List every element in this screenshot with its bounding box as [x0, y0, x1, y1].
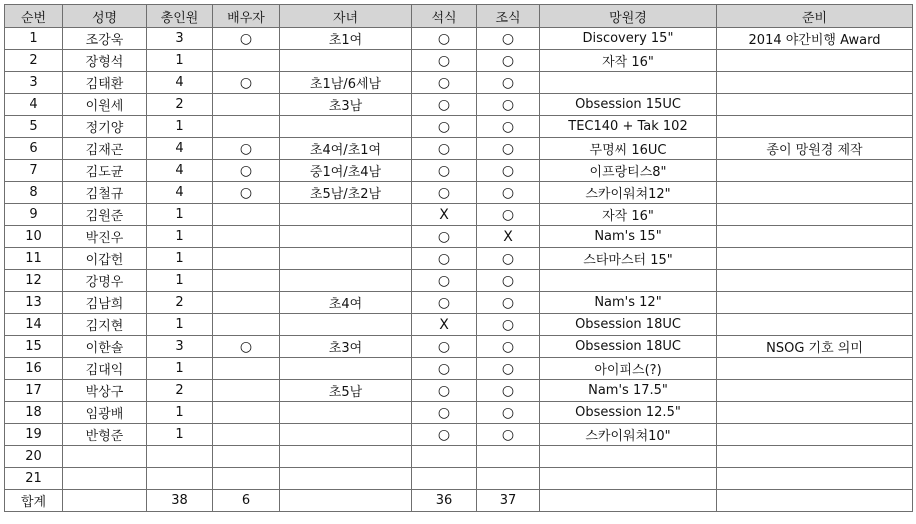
- col-children-cell: 초3남: [280, 94, 412, 116]
- col-dinner-cell: X: [412, 204, 477, 226]
- col-total-cell: 4: [147, 182, 213, 204]
- table-row: [5, 160, 913, 182]
- col-number-cell: 14: [5, 314, 63, 336]
- col-number-cell: 6: [5, 138, 63, 160]
- col-prep-cell: [717, 270, 913, 292]
- col-spouse-cell: [213, 270, 280, 292]
- col-name-cell: 이한솔: [63, 336, 147, 358]
- col-name-cell: 김철규: [63, 182, 147, 204]
- col-children-cell: 초4여: [280, 292, 412, 314]
- col-spouse-cell: ○: [213, 28, 280, 50]
- col-spouse-cell: [213, 468, 280, 490]
- col-name-cell: 김지현: [63, 314, 147, 336]
- table-body: [5, 28, 913, 512]
- table-row: [5, 72, 913, 94]
- col-total-cell: 1: [147, 358, 213, 380]
- col-children-cell: 초5남/초2남: [280, 182, 412, 204]
- col-name-cell: 정기양: [63, 116, 147, 138]
- col-telescope-cell: [540, 490, 717, 512]
- col-children-cell: 초1남/6세남: [280, 72, 412, 94]
- table-row: [5, 28, 913, 50]
- col-total-cell: 1: [147, 424, 213, 446]
- col-total-cell: 1: [147, 402, 213, 424]
- col-name-cell: 김대익: [63, 358, 147, 380]
- col-name-cell: 이원세: [63, 94, 147, 116]
- col-total-cell: [147, 468, 213, 490]
- col-prep-cell: [717, 292, 913, 314]
- col-prep-cell: 2014 야간비행 Award: [717, 28, 913, 50]
- col-children-cell: [280, 358, 412, 380]
- col-breakfast-cell: 37: [477, 490, 540, 512]
- col-spouse-cell: [213, 402, 280, 424]
- col-children-cell: 초5남: [280, 380, 412, 402]
- col-children-cell: [280, 446, 412, 468]
- col-children-cell: 초3여: [280, 336, 412, 358]
- col-number-cell: 7: [5, 160, 63, 182]
- col-breakfast-cell: X: [477, 226, 540, 248]
- col-breakfast-cell: ○: [477, 94, 540, 116]
- col-children-cell: [280, 204, 412, 226]
- col-total-cell: 3: [147, 336, 213, 358]
- col-prep-cell: [717, 314, 913, 336]
- col-dinner-cell: [412, 446, 477, 468]
- col-dinner-cell: ○: [412, 138, 477, 160]
- table-row: [5, 270, 913, 292]
- table-row: [5, 424, 913, 446]
- col-breakfast-cell: ○: [477, 138, 540, 160]
- col-name-cell: 김태환: [63, 72, 147, 94]
- col-children-cell: [280, 270, 412, 292]
- col-children-cell: [280, 424, 412, 446]
- col-prep-cell: [717, 446, 913, 468]
- col-total-cell: 3: [147, 28, 213, 50]
- col-total-cell: 4: [147, 72, 213, 94]
- col-name-cell: 장형석: [63, 50, 147, 72]
- col-number-cell: 11: [5, 248, 63, 270]
- col-spouse-header: 배우자: [213, 5, 280, 28]
- col-prep-header: 준비: [717, 5, 913, 28]
- col-name-cell: [63, 446, 147, 468]
- col-children-cell: [280, 468, 412, 490]
- col-telescope-cell: [540, 72, 717, 94]
- col-number-cell: 19: [5, 424, 63, 446]
- table-row: [5, 358, 913, 380]
- table-row: [5, 248, 913, 270]
- col-telescope-cell: Nam's 12": [540, 292, 717, 314]
- table-row: [5, 402, 913, 424]
- col-prep-cell: [717, 248, 913, 270]
- col-spouse-cell: ○: [213, 336, 280, 358]
- col-spouse-cell: [213, 358, 280, 380]
- table-row: [5, 138, 913, 160]
- table-row: [5, 50, 913, 72]
- col-name-cell: 강명우: [63, 270, 147, 292]
- col-telescope-cell: 스카이워쳐12": [540, 182, 717, 204]
- col-spouse-cell: [213, 446, 280, 468]
- col-number-cell: 3: [5, 72, 63, 94]
- col-prep-cell: [717, 380, 913, 402]
- col-children-cell: [280, 490, 412, 512]
- col-children-cell: 중1여/초4남: [280, 160, 412, 182]
- col-spouse-cell: [213, 116, 280, 138]
- col-dinner-cell: ○: [412, 182, 477, 204]
- col-spouse-cell: [213, 292, 280, 314]
- col-spouse-cell: 6: [213, 490, 280, 512]
- col-number-cell: 13: [5, 292, 63, 314]
- col-dinner-cell: ○: [412, 72, 477, 94]
- col-breakfast-cell: ○: [477, 292, 540, 314]
- col-telescope-header: 망원경: [540, 5, 717, 28]
- col-prep-cell: [717, 116, 913, 138]
- col-telescope-cell: 무명씨 16UC: [540, 138, 717, 160]
- col-telescope-cell: Obsession 18UC: [540, 336, 717, 358]
- col-total-cell: 1: [147, 248, 213, 270]
- col-spouse-cell: ○: [213, 138, 280, 160]
- col-breakfast-cell: [477, 446, 540, 468]
- col-spouse-cell: [213, 380, 280, 402]
- col-dinner-header: 석식: [412, 5, 477, 28]
- col-total-cell: 1: [147, 226, 213, 248]
- col-breakfast-cell: ○: [477, 314, 540, 336]
- col-total-cell: 4: [147, 138, 213, 160]
- col-number-cell: 18: [5, 402, 63, 424]
- col-prep-cell: 종이 망원경 제작: [717, 138, 913, 160]
- col-prep-cell: [717, 50, 913, 72]
- col-name-cell: 김원준: [63, 204, 147, 226]
- col-total-cell: 2: [147, 94, 213, 116]
- col-children-cell: [280, 314, 412, 336]
- col-name-cell: 김재곤: [63, 138, 147, 160]
- col-dinner-cell: ○: [412, 424, 477, 446]
- col-dinner-cell: ○: [412, 160, 477, 182]
- col-total-cell: 1: [147, 204, 213, 226]
- col-spouse-cell: ○: [213, 160, 280, 182]
- col-total-header: 총인원: [147, 5, 213, 28]
- col-spouse-cell: ○: [213, 72, 280, 94]
- col-children-header: 자녀: [280, 5, 412, 28]
- col-breakfast-cell: ○: [477, 380, 540, 402]
- col-dinner-cell: ○: [412, 28, 477, 50]
- col-spouse-cell: [213, 424, 280, 446]
- col-name-cell: 이갑헌: [63, 248, 147, 270]
- col-telescope-cell: TEC140 + Tak 102: [540, 116, 717, 138]
- col-dinner-cell: ○: [412, 336, 477, 358]
- col-total-cell: 2: [147, 292, 213, 314]
- col-number-cell: 15: [5, 336, 63, 358]
- col-breakfast-cell: ○: [477, 248, 540, 270]
- table-row: [5, 182, 913, 204]
- col-telescope-cell: 자작 16": [540, 50, 717, 72]
- col-children-cell: 초1여: [280, 28, 412, 50]
- col-number-cell: 12: [5, 270, 63, 292]
- col-dinner-cell: ○: [412, 50, 477, 72]
- col-dinner-cell: ○: [412, 116, 477, 138]
- col-telescope-cell: Nam's 15": [540, 226, 717, 248]
- col-name-cell: 조강욱: [63, 28, 147, 50]
- col-dinner-cell: ○: [412, 248, 477, 270]
- col-prep-cell: [717, 226, 913, 248]
- col-breakfast-cell: ○: [477, 336, 540, 358]
- table-row: [5, 226, 913, 248]
- col-total-cell: 1: [147, 270, 213, 292]
- col-name-cell: 박진우: [63, 226, 147, 248]
- col-name-cell: 김남희: [63, 292, 147, 314]
- col-telescope-cell: Obsession 15UC: [540, 94, 717, 116]
- header-row: [5, 5, 913, 28]
- col-dinner-cell: ○: [412, 380, 477, 402]
- col-telescope-cell: 자작 16": [540, 204, 717, 226]
- table-row: [5, 94, 913, 116]
- col-prep-cell: [717, 490, 913, 512]
- col-number-cell: 4: [5, 94, 63, 116]
- col-children-cell: 초4여/초1여: [280, 138, 412, 160]
- table-row: [5, 336, 913, 358]
- col-breakfast-cell: ○: [477, 182, 540, 204]
- col-dinner-cell: ○: [412, 226, 477, 248]
- col-breakfast-header: 조식: [477, 5, 540, 28]
- col-prep-cell: [717, 358, 913, 380]
- col-breakfast-cell: ○: [477, 50, 540, 72]
- col-spouse-cell: ○: [213, 182, 280, 204]
- col-prep-cell: NSOG 기호 의미: [717, 336, 913, 358]
- col-spouse-cell: [213, 94, 280, 116]
- col-spouse-cell: [213, 226, 280, 248]
- col-telescope-cell: Nam's 17.5": [540, 380, 717, 402]
- col-breakfast-cell: ○: [477, 358, 540, 380]
- col-total-cell: [147, 446, 213, 468]
- table-row: [5, 314, 913, 336]
- table-row: [5, 446, 913, 468]
- col-breakfast-cell: ○: [477, 72, 540, 94]
- col-number-cell: 21: [5, 468, 63, 490]
- col-children-cell: [280, 248, 412, 270]
- col-total-cell: 1: [147, 314, 213, 336]
- col-breakfast-cell: ○: [477, 116, 540, 138]
- col-number-cell: 9: [5, 204, 63, 226]
- col-total-cell: 1: [147, 50, 213, 72]
- col-dinner-cell: ○: [412, 358, 477, 380]
- col-children-cell: [280, 50, 412, 72]
- col-name-cell: 반형준: [63, 424, 147, 446]
- col-name-cell: 김도균: [63, 160, 147, 182]
- col-total-cell: 2: [147, 380, 213, 402]
- col-telescope-cell: [540, 446, 717, 468]
- col-prep-cell: [717, 424, 913, 446]
- col-number-cell: 합계: [5, 490, 63, 512]
- col-prep-cell: [717, 468, 913, 490]
- total-row: [5, 490, 913, 512]
- col-dinner-cell: X: [412, 314, 477, 336]
- col-dinner-cell: ○: [412, 402, 477, 424]
- col-telescope-cell: Discovery 15": [540, 28, 717, 50]
- col-number-cell: 2: [5, 50, 63, 72]
- col-name-cell: [63, 468, 147, 490]
- participants-table: [4, 4, 913, 512]
- table-row: [5, 468, 913, 490]
- col-name-cell: [63, 490, 147, 512]
- col-number-cell: 17: [5, 380, 63, 402]
- col-total-cell: 38: [147, 490, 213, 512]
- col-number-cell: 1: [5, 28, 63, 50]
- col-breakfast-cell: ○: [477, 160, 540, 182]
- col-telescope-cell: 스카이워쳐10": [540, 424, 717, 446]
- col-name-header: 성명: [63, 5, 147, 28]
- col-spouse-cell: [213, 314, 280, 336]
- table-row: [5, 292, 913, 314]
- col-prep-cell: [717, 72, 913, 94]
- col-children-cell: [280, 226, 412, 248]
- col-dinner-cell: [412, 468, 477, 490]
- col-telescope-cell: 스타마스터 15": [540, 248, 717, 270]
- col-spouse-cell: [213, 50, 280, 72]
- col-prep-cell: [717, 94, 913, 116]
- col-name-cell: 박상구: [63, 380, 147, 402]
- col-telescope-cell: [540, 270, 717, 292]
- col-telescope-cell: 이프랑티스8": [540, 160, 717, 182]
- col-telescope-cell: Obsession 12.5": [540, 402, 717, 424]
- col-breakfast-cell: ○: [477, 424, 540, 446]
- col-children-cell: [280, 116, 412, 138]
- col-spouse-cell: [213, 204, 280, 226]
- col-prep-cell: [717, 204, 913, 226]
- col-breakfast-cell: ○: [477, 270, 540, 292]
- col-dinner-cell: 36: [412, 490, 477, 512]
- table-row: [5, 204, 913, 226]
- col-telescope-cell: 아이피스(?): [540, 358, 717, 380]
- table-row: [5, 380, 913, 402]
- col-number-cell: 20: [5, 446, 63, 468]
- table-row: [5, 116, 913, 138]
- table-header: [5, 5, 913, 28]
- col-number-cell: 10: [5, 226, 63, 248]
- col-total-cell: 1: [147, 116, 213, 138]
- col-breakfast-cell: [477, 468, 540, 490]
- col-prep-cell: [717, 160, 913, 182]
- col-number-header: 순번: [5, 5, 63, 28]
- col-breakfast-cell: ○: [477, 402, 540, 424]
- col-number-cell: 8: [5, 182, 63, 204]
- col-total-cell: 4: [147, 160, 213, 182]
- col-number-cell: 16: [5, 358, 63, 380]
- col-telescope-cell: [540, 468, 717, 490]
- col-dinner-cell: ○: [412, 270, 477, 292]
- col-spouse-cell: [213, 248, 280, 270]
- col-dinner-cell: ○: [412, 292, 477, 314]
- col-dinner-cell: ○: [412, 94, 477, 116]
- col-children-cell: [280, 402, 412, 424]
- col-prep-cell: [717, 182, 913, 204]
- col-breakfast-cell: ○: [477, 28, 540, 50]
- col-number-cell: 5: [5, 116, 63, 138]
- col-prep-cell: [717, 402, 913, 424]
- col-breakfast-cell: ○: [477, 204, 540, 226]
- col-telescope-cell: Obsession 18UC: [540, 314, 717, 336]
- col-name-cell: 임광배: [63, 402, 147, 424]
